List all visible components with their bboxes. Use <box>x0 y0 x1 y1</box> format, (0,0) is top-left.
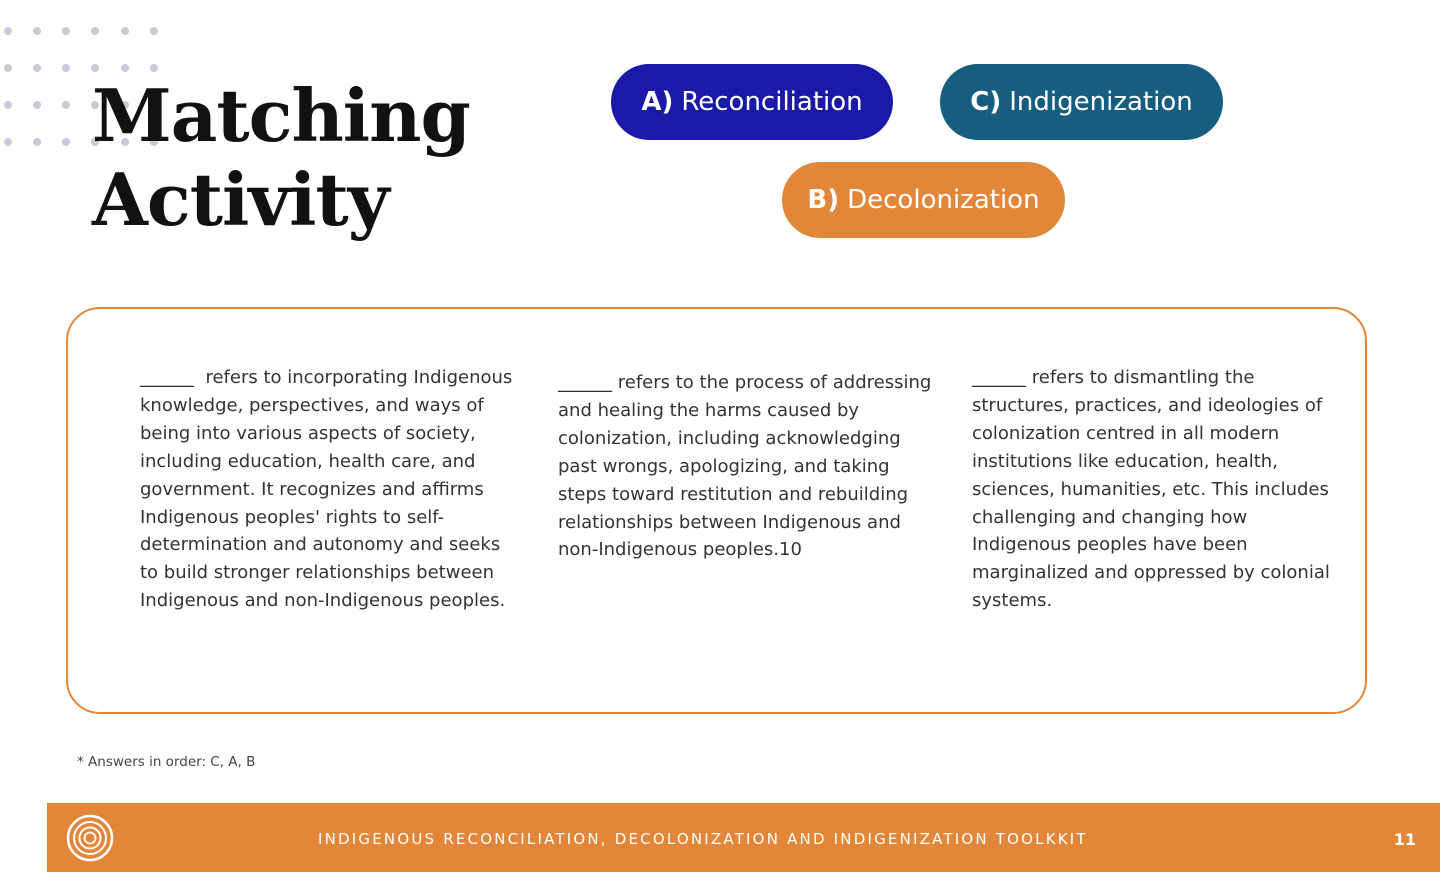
definitions-panel <box>66 307 1367 714</box>
definition-2-blank: ______ <box>558 372 612 393</box>
option-b-label: Decolonization <box>847 185 1040 215</box>
slide-title <box>92 74 470 242</box>
definition-2-text: refers to the process of addressing and healing the harms caused by colonization, including acknowledging past wrongs, apologizing, and taking steps toward restitution and rebuilding relationships between Indigenous and non-Indigenous peoples.10 <box>558 372 932 561</box>
slide-title-line-1: Matching <box>92 73 470 158</box>
option-a-label: Reconciliation <box>681 87 863 117</box>
option-a-key: A) <box>641 87 674 117</box>
definition-2 <box>558 369 938 564</box>
option-c-label: Indigenization <box>1009 87 1193 117</box>
concentric-circles-logo-icon <box>66 814 114 862</box>
option-c-key: C) <box>970 87 1002 117</box>
option-a-reconciliation[interactable] <box>611 64 893 140</box>
definition-3-blank: ______ <box>972 367 1026 388</box>
definition-1-text: refers to incorporating Indigenous knowledge, perspectives, and ways of being into various aspects of society, including education, health care, and government. It recognizes and affirms Indigenous peoples' rights to self-determination and autonomy and seeks to build stronger relationships between Indigenous and non-Indigenous peoples. <box>140 367 513 612</box>
option-b-decolonization[interactable] <box>782 162 1065 238</box>
option-b-key: B) <box>807 185 840 215</box>
option-c-indigenization[interactable] <box>940 64 1223 140</box>
definition-3 <box>972 364 1342 615</box>
slide-title-line-2: Activity <box>92 157 389 242</box>
footer-bar <box>47 803 1440 872</box>
definition-1 <box>140 364 520 615</box>
answer-note: * Answers in order: C, A, B <box>77 754 256 770</box>
page-number: 11 <box>1393 830 1416 849</box>
footer-title: INDIGENOUS RECONCILIATION, DECOLONIZATION AND INDIGENIZATION TOOLKKIT <box>318 830 1088 848</box>
definition-1-blank: ______ <box>140 367 194 388</box>
definition-3-text: refers to dismantling the structures, practices, and ideologies of colonization centred in all modern institutions like education, health, sciences, humanities, etc. This includes challenging and changing how Indigenous peoples have been marginalized and oppressed by colonial systems. <box>972 367 1330 612</box>
